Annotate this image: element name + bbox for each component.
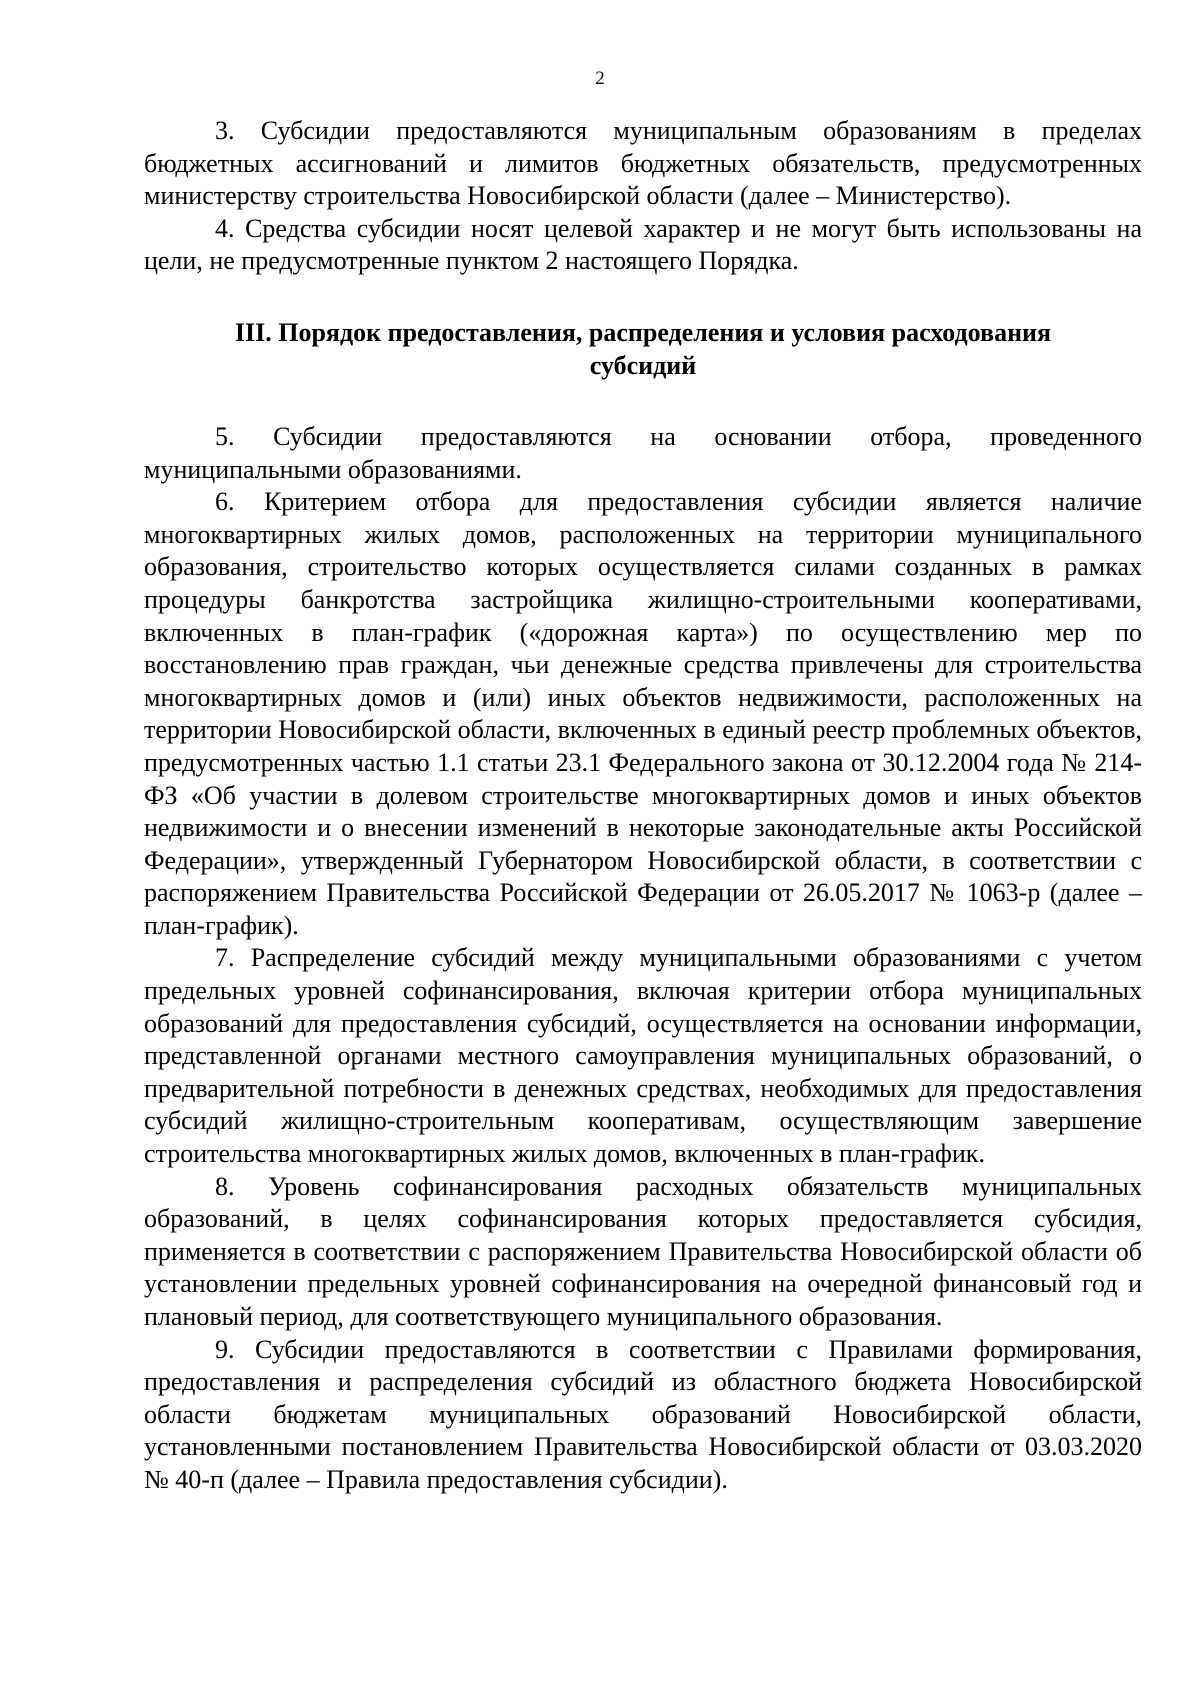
document-body xyxy=(144,115,1142,1497)
paragraph-6: 6. Критерием отбора для предоставления субсидии является наличие многоквартирных жилых домов, расположенных на территории муниципального образования, строительство которых осуществляется силами созданных в рамках процедуры банкротства застройщика жилищно-строительными кооперативами, включенных в план-график («дорожная карта») по осуществлению мер по восстановлению прав граждан, чьи денежные средства привлечены для строительства многоквартирных домов и (или) иных объектов недвижимости, расположенных на территории Новосибирской области, включенных в единый реестр проблемных объектов, предусмотренных частью 1.1 статьи 23.1 Федерального закона от 30.12.2004 года № 214-ФЗ «Об участии в долевом строительстве многоквартирных домов и иных объектов недвижимости и о внесении изменений в некоторые законодательные акты Российской Федерации», утвержденный Губернатором Новосибирской области, в соответствии с распоряжением Правительства Российской Федерации от 26.05.2017 № 1063-р (далее – план-график). xyxy=(144,487,1142,940)
paragraph-3: 3. Субсидии предоставляются муниципальным образованиям в пределах бюджетных ассигнований и лимитов бюджетных обязательств, предусмотренных министерству строительства Новосибирской области (далее – Министерство). xyxy=(144,116,1142,211)
section-heading-line-2: субсидий xyxy=(589,350,697,380)
section-heading-line-1: III. Порядок предоставления, распределения и условия расходования xyxy=(234,317,1052,347)
paragraph-5: 5. Субсидии предоставляются на основании отбора, проведенного муниципальными образованиями. xyxy=(144,421,1142,484)
section-heading xyxy=(188,316,1098,382)
paragraph-8: 8. Уровень софинансирования расходных обязательств муниципальных образований, в целях софинансирования которых предоставляется субсидия, применяется в соответствии с распоряжением Правительства Новосибирской области об установлении предельных уровней софинансирования на очередной финансовый год и плановый период, для соответствующего муниципального образования. xyxy=(144,1171,1142,1331)
page-number: 2 xyxy=(595,68,605,89)
paragraph-7: 7. Распределение субсидий между муниципальными образованиями с учетом предельных уровней софинансирования, включая критерии отбора муниципальных образований для предоставления субсидий, осуществляется на основании информации, представленной органами местного самоуправления муниципальных образований, о предварительной потребности в денежных средствах, необходимых для предоставления субсидий жилищно-строительным кооперативам, осуществляющим завершение строительства многоквартирных жилых домов, включенных в план-график. xyxy=(144,943,1142,1169)
paragraph-4: 4. Средства субсидии носят целевой характер и не могут быть использованы на цели, не предусмотренные пунктом 2 настоящего Порядка. xyxy=(144,213,1142,276)
paragraph-9: 9. Субсидии предоставляются в соответствии с Правилами формирования, предоставления и распределения субсидий из областного бюджета Новосибирской области бюджетам муниципальных образований Новосибирской области, установленными постановлением Правительства Новосибирской области от 03.03.2020 № 40-п (далее – Правила предоставления субсидии). xyxy=(144,1334,1142,1494)
